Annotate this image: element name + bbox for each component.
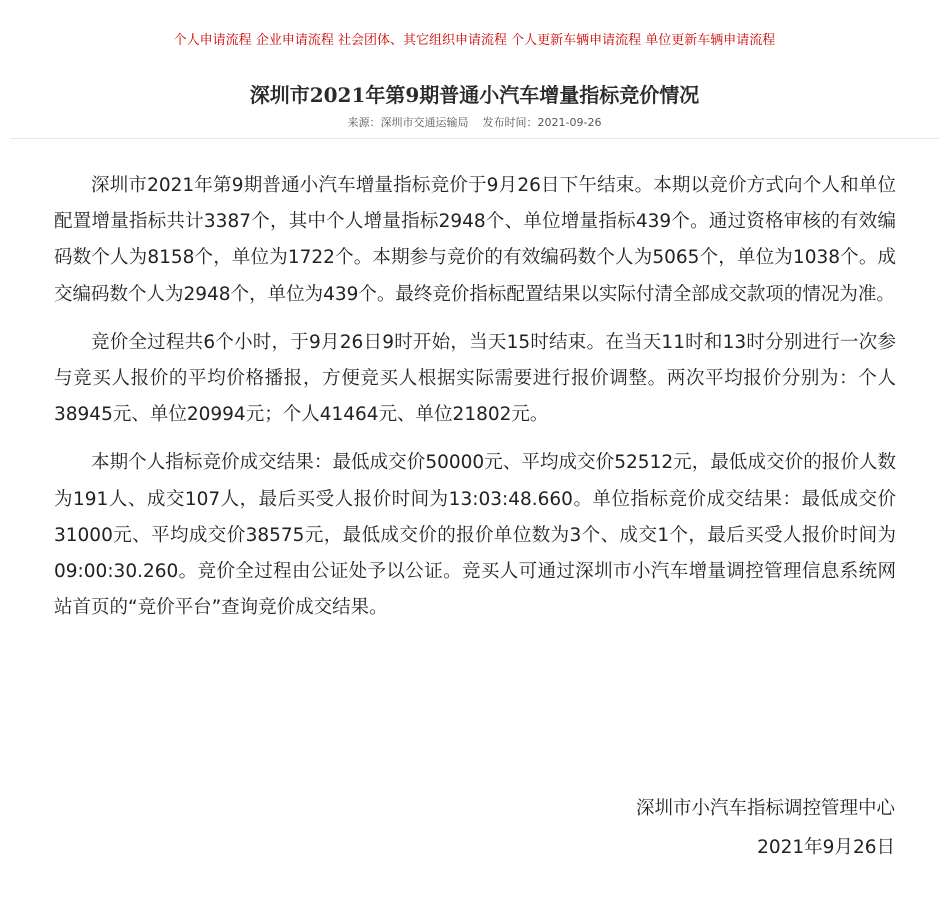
- title-divider: [10, 138, 939, 139]
- link-personal-vehicle-renewal[interactable]: 个人更新车辆申请流程: [511, 33, 642, 48]
- article-paragraph: 竞价全过程共6个小时，于9月26日9时开始，当天15时结束。在当天11时和13时分别进行一次参与竞买人报价的平均价格播报，方便竞买人根据实际需要进行报价调整。两次平均报价分别为：个人38945元、单位20994元；个人41464元、单位21802元。: [54, 331, 896, 426]
- article-body: [54, 168, 896, 638]
- article-meta: [0, 116, 949, 130]
- article-source: 来源：深圳市交通运输局: [347, 116, 469, 129]
- article-paragraph: 深圳市2021年第9期普通小汽车增量指标竞价于9月26日下午结束。本期以竞价方式向个人和单位配置增量指标共计3387个，其中个人增量指标2948个、单位增量指标439个。通过资格审核的有效编码数个人为8158个，单位为1722个。本期参与竞价的有效编码数个人为5065个，单位为1038个。成交编码数个人为2948个，单位为439个。最终竞价指标配置结果以实际付清全部成交款项的情况为准。: [54, 175, 896, 305]
- top-nav-links: [0, 32, 949, 50]
- article-title: 深圳市2021年第9期普通小汽车增量指标竞价情况: [249, 83, 700, 107]
- link-unit-vehicle-renewal[interactable]: 单位更新车辆申请流程: [645, 33, 776, 48]
- link-enterprise-application[interactable]: 企业申请流程: [255, 33, 334, 48]
- link-organization-application[interactable]: 社会团体、其它组织申请流程: [337, 33, 507, 48]
- signature-organization: 深圳市小汽车指标调控管理中心: [635, 798, 895, 819]
- link-personal-application[interactable]: 个人申请流程: [173, 33, 252, 48]
- article-paragraph: 本期个人指标竞价成交结果：最低成交价50000元、平均成交价52512元，最低成交价的报价人数为191人、成交107人，最后买受人报价时间为13:03:48.660。单位指标竞价成交结果：最低成交价31000元、平均成交价38575元，最低成交价的报价单位数为3个、成交1个，最后买受人报价时间为09:00:30.260。竞价全过程由公证处予以公证。竞买人可通过深圳市小汽车增量调控管理信息系统网站首页的“竞价平台”查询竞价成交结果。: [54, 452, 896, 619]
- signature-date: 2021年9月26日: [757, 837, 895, 858]
- article-publish-time: 发布时间：2021-09-26: [482, 116, 602, 129]
